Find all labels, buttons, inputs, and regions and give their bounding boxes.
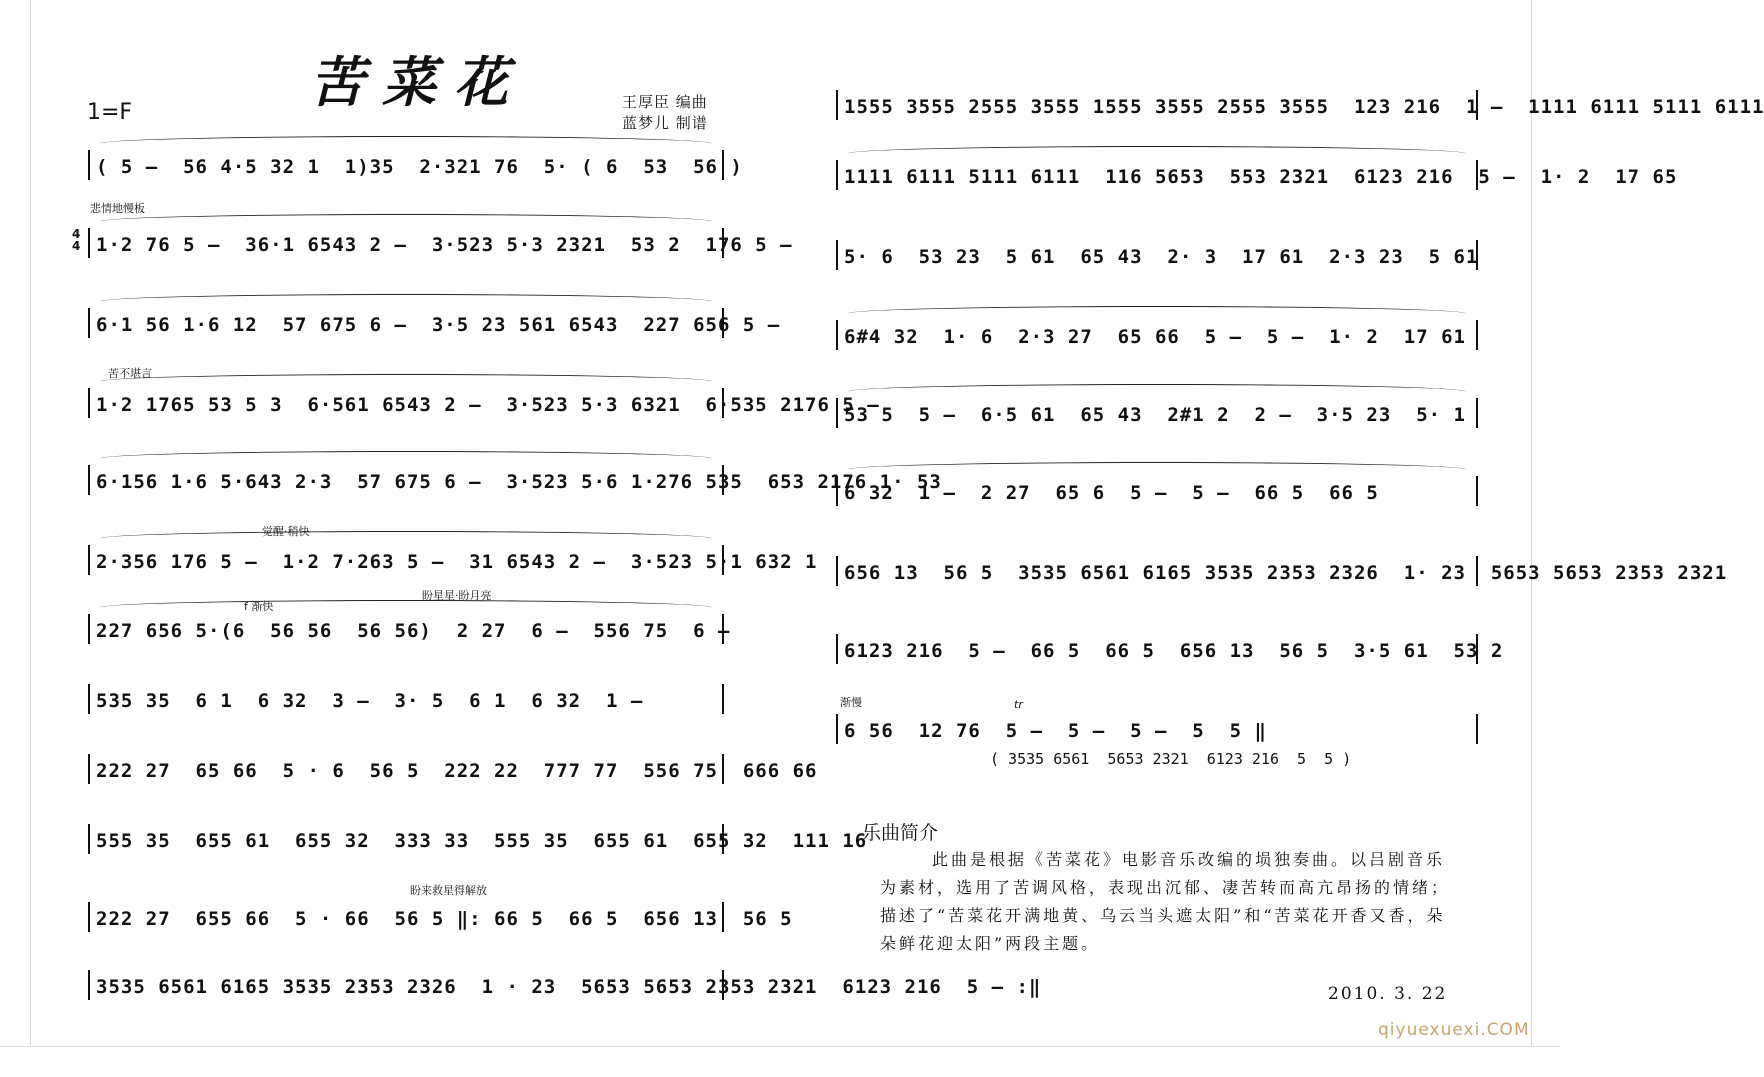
score-line (88, 754, 818, 784)
notation-text: 227 656 5·(6 56 56 56 56) 2 27 6 — 556 75 6 — (96, 620, 731, 642)
score-line (836, 714, 1478, 744)
score-line (88, 970, 1042, 1000)
score-line (836, 556, 1728, 586)
notation-text: 1555 3555 2555 3555 1555 3555 2555 3555 123 216 1 — 1111 6111 5111 6111 (844, 96, 1764, 118)
score-line (836, 320, 1478, 350)
score-line (88, 388, 880, 418)
notation-text: 6·1 56 1·6 12 57 675 6 — 3·5 23 561 6543 227 656 5 — (96, 314, 781, 336)
notation-text: 656 13 56 5 3535 6561 6165 3535 2353 2326 1· 23 5653 5653 2353 2321 (844, 562, 1728, 584)
notation-text: 2·356 176 5 — 1·2 7·263 5 — 31 6543 2 — 3·523 5·1 632 1 (96, 551, 818, 573)
score-line (836, 160, 1678, 190)
score-line (88, 902, 793, 932)
score-line (836, 240, 1478, 270)
notation-text: 1·2 76 5 — 36·1 6543 2 — 3·523 5·3 2321 53 2 176 5 — (96, 234, 793, 256)
time-signature (72, 228, 80, 252)
notation-text: 555 35 655 61 655 32 333 33 555 35 655 61 655 32 111 16 (96, 830, 868, 852)
intro-heading: 乐曲简介 (862, 822, 939, 844)
intro-body: 此曲是根据《苦菜花》电影音乐改编的埙独奏曲。以吕剧音乐为素材，选用了苦调风格，表现出沉郁、凄苦转而高亢昂扬的情绪；描述了“苦菜花开满地黄、乌云当头遮太阳”和“苦菜花开香又香，朵朵鲜花迎太阳”两段主题。 (880, 850, 1451, 953)
date: 2010. 3. 22 (1328, 984, 1448, 1004)
notation-text: 222 27 65 66 5 · 6 56 5 222 22 777 77 556 75 666 66 (96, 760, 818, 782)
key-signature: 1=F (87, 100, 133, 125)
notation-text: 535 35 6 1 6 32 3 — 3· 5 6 1 6 32 1 — (96, 690, 644, 712)
score-line (836, 398, 1478, 428)
score-line (836, 90, 1764, 120)
expression-annotation: 苦不堪言 (108, 367, 152, 380)
tempo-annotation: 觉醒·稍快 (262, 525, 310, 538)
notation-text: 3535 6561 6165 3535 2353 2326 1 · 23 5653 5653 2353 2321 6123 216 5 — :‖ (96, 976, 1042, 998)
notation-text: 1·2 1765 53 5 3 6·561 6543 2 — 3·523 5·3 6321 6·535 2176 5 — (96, 394, 880, 416)
watermark: qiyuexuexi.COM (1378, 1020, 1530, 1040)
trill-mark: tr (1014, 698, 1023, 711)
lyric-annotation: 盼来救星得解放 (410, 884, 487, 897)
meter-bottom: 4 (72, 239, 81, 253)
score-line (88, 545, 818, 575)
notation-text: 222 27 655 66 5 · 66 56 5 ‖: 66 5 66 5 656 13 56 5 (96, 908, 793, 930)
score-line (836, 634, 1504, 664)
ending-accompaniment: ( 3535 6561 5653 2321 6123 216 5 5 ) (990, 750, 1352, 768)
meter-top: 4 (72, 227, 81, 241)
arranger: 王厚臣 编曲 (622, 93, 708, 111)
score-line (88, 465, 942, 495)
notation-text: 6·156 1·6 5·643 2·3 57 675 6 — 3·523 5·6 1·276 535 653 2176 1· 53 (96, 471, 942, 493)
score-line (88, 228, 793, 258)
dynamic-annotation: f 渐快 (244, 600, 274, 613)
bottom-rule (0, 1046, 1560, 1047)
notation-text: 1111 6111 5111 6111 116 5653 553 2321 6123 216 5 — 1· 2 17 65 (844, 166, 1678, 188)
notation-text: 53 5 5 — 6·5 61 65 43 2#1 2 2 — 3·5 23 5· 1 (844, 404, 1466, 426)
score-line (88, 684, 724, 714)
score-line (88, 614, 731, 644)
notation-text: ( 5 — 56 4·5 32 1 1)35 2·321 76 5· ( 6 53 56 ) (96, 156, 743, 178)
score-line (836, 476, 1478, 506)
tempo-annotation: 悲情地慢板 (90, 202, 145, 215)
song-title: 苦菜花 (310, 50, 526, 114)
score-line (88, 824, 868, 854)
lyric-annotation: 盼星星·盼月亮 (422, 589, 492, 602)
score-line (88, 308, 781, 338)
notation-text: 6#4 32 1· 6 2·3 27 65 66 5 — 5 — 1· 2 17 61 (844, 326, 1466, 348)
notation-text: 6123 216 5 — 66 5 66 5 656 13 56 5 3·5 61 53 2 (844, 640, 1504, 662)
score-line (88, 150, 743, 180)
transcriber: 蓝梦儿 制谱 (622, 114, 708, 132)
notation-text: 6 32 1 — 2 27 65 6 5 — 5 — 66 5 66 5 (844, 482, 1379, 504)
notation-text: 5· 6 53 23 5 61 65 43 2· 3 17 61 2·3 23 5 61 (844, 246, 1479, 268)
credits (622, 92, 708, 134)
notation-text: 6 56 12 76 5 — 5 — 5 — 5 5 ‖ (844, 720, 1267, 742)
tempo-annotation: 渐慢 (840, 696, 862, 709)
